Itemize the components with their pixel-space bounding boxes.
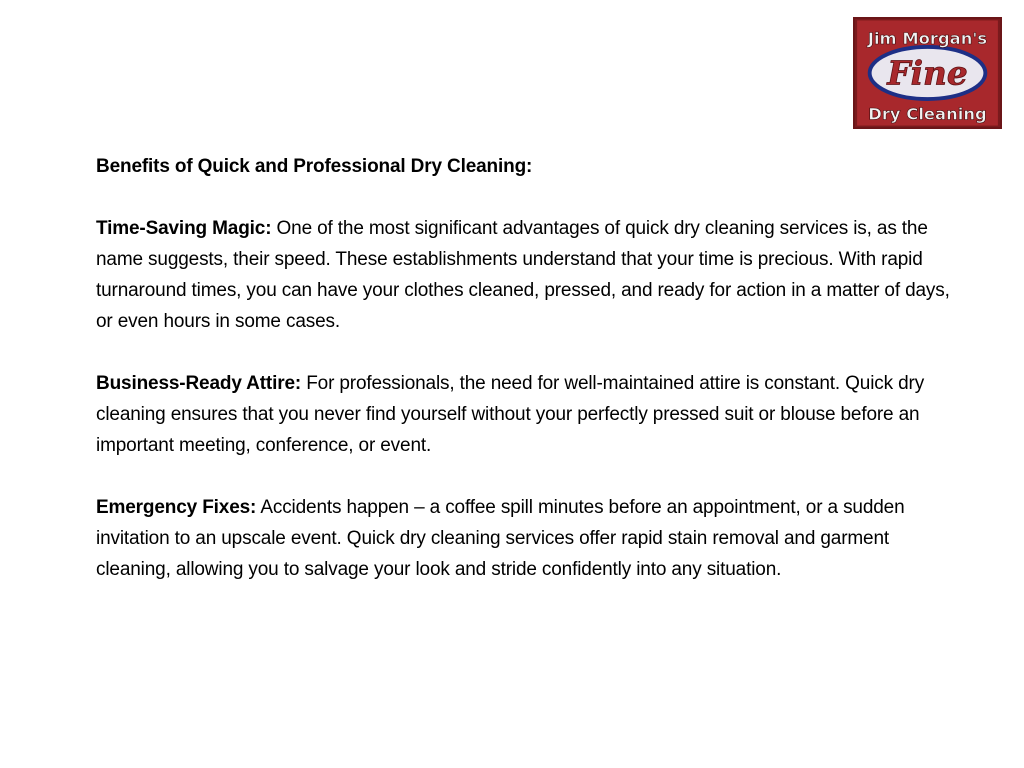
- section-business-ready: [96, 368, 956, 461]
- section-text: Accidents happen – a coffee spill minutes before an appointment, or a sudden invitation to an upscale event. Quick dry cleaning services offer rapid stain removal and garment cleaning, allowing you to salvage your look and stride confidently into any situation.: [96, 497, 905, 580]
- logo-line1: Jim Morgan's: [867, 29, 988, 49]
- section-lead: Time-Saving Magic:: [96, 218, 272, 239]
- section-emergency-fixes: [96, 492, 956, 585]
- section-time-saving: [96, 213, 956, 337]
- logo-graphic: [855, 19, 1000, 127]
- company-logo: [853, 17, 1002, 129]
- section-text: For professionals, the need for well-maintained attire is constant. Quick dry cleaning ensures that you never find yourself without your perfectly pressed suit or blouse before an important meeting, conference, or event.: [96, 373, 925, 456]
- section-lead: Emergency Fixes:: [96, 497, 257, 518]
- section-text: One of the most significant advantages of quick dry cleaning services is, as the name suggests, their speed. These establishments understand that your time is precious. With rapid turnaround times, you can have your clothes cleaned, pressed, and ready for action in a matter of days, or even hours in some cases.: [96, 218, 950, 332]
- document-body: [96, 151, 956, 616]
- logo-line2: Fine: [887, 53, 968, 93]
- logo-line3: Dry Cleaning: [868, 104, 987, 124]
- document-heading: Benefits of Quick and Professional Dry Cleaning:: [96, 156, 533, 177]
- section-lead: Business-Ready Attire:: [96, 373, 302, 394]
